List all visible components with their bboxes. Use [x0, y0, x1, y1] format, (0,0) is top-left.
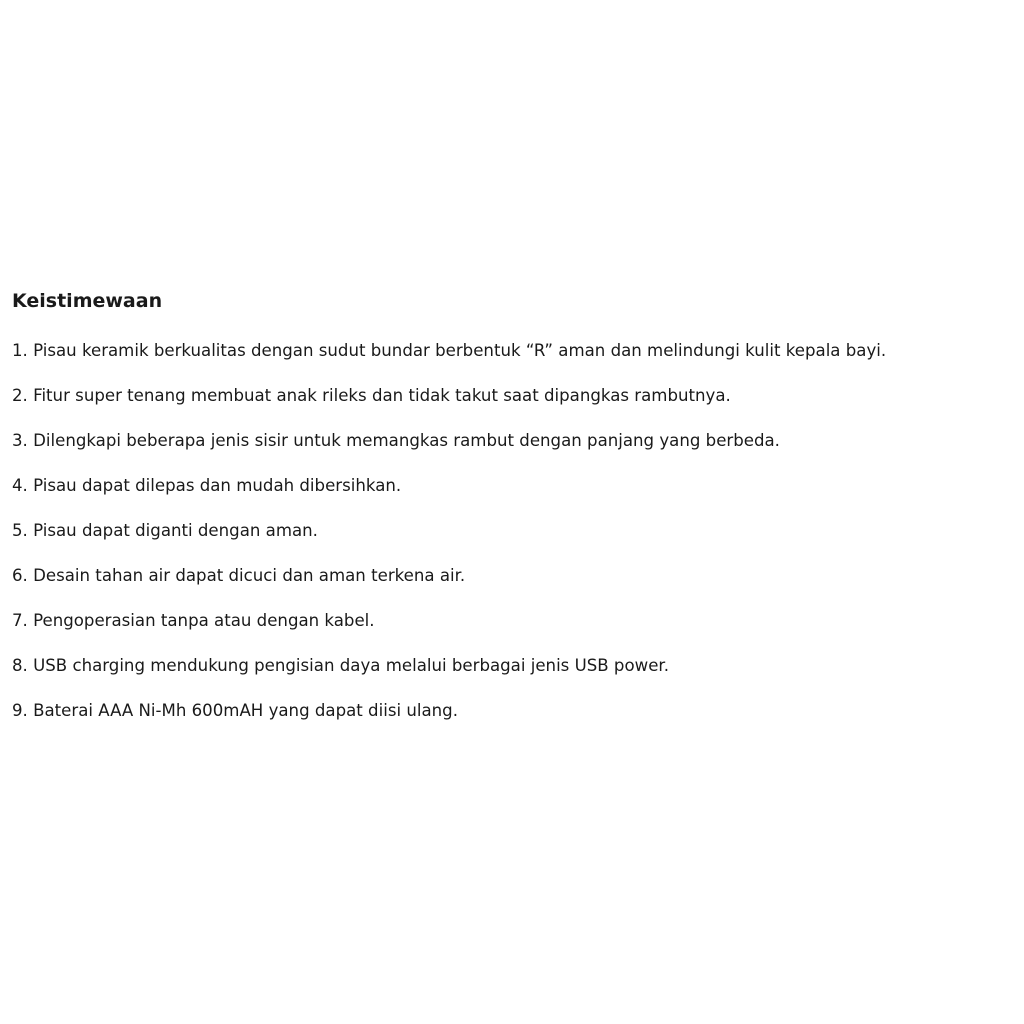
feature-item: 2. Fitur super tenang membuat anak rileks dan tidak takut saat dipangkas rambutnya. — [12, 386, 731, 405]
feature-item: 1. Pisau keramik berkualitas dengan sudut bundar berbentuk “R” aman dan melindungi kulit kepala bayi. — [12, 341, 887, 360]
feature-item: 7. Pengoperasian tanpa atau dengan kabel. — [12, 611, 375, 630]
feature-item: 5. Pisau dapat diganti dengan aman. — [12, 521, 318, 540]
feature-item: 9. Baterai AAA Ni-Mh 600mAH yang dapat diisi ulang. — [12, 701, 458, 720]
feature-item: 6. Desain tahan air dapat dicuci dan aman terkena air. — [12, 566, 466, 585]
section-heading: Keistimewaan — [12, 290, 163, 312]
feature-item: 8. USB charging mendukung pengisian daya melalui berbagai jenis USB power. — [12, 656, 669, 675]
feature-item: 4. Pisau dapat dilepas dan mudah dibersihkan. — [12, 476, 402, 495]
feature-item: 3. Dilengkapi beberapa jenis sisir untuk memangkas rambut dengan panjang yang berbeda. — [12, 431, 780, 450]
